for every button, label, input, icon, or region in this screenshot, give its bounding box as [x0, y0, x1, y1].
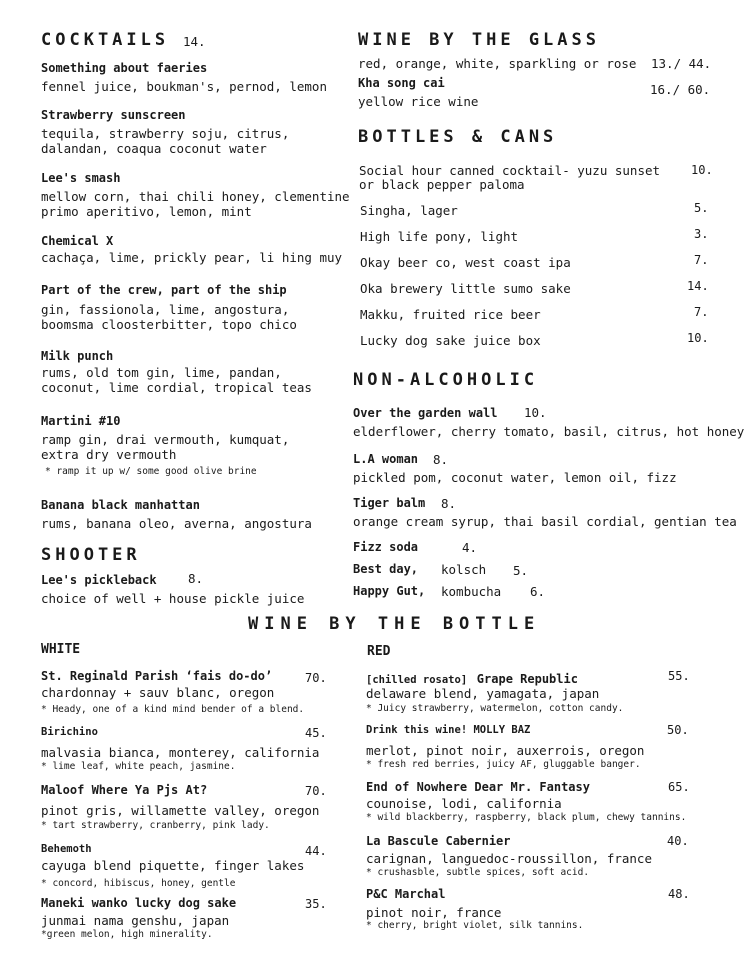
na-name: Happy Gut,	[353, 584, 426, 598]
red-wine-note: * wild blackberry, raspberry, black plum, chewy tannins.	[366, 812, 687, 823]
white-wine-desc: chardonnay + sauv blanc, oregon	[41, 685, 275, 700]
cocktail-desc: dalandan, coaqua coconut water	[41, 141, 267, 156]
red-wine-name: La Bascule Cabernier	[366, 834, 511, 848]
white-wine-desc: cayuga blend piquette, finger lakes	[41, 858, 305, 873]
bottles-item: Okay beer co, west coast ipa	[360, 255, 571, 270]
bottles-price: 3.	[694, 227, 709, 241]
red-wine-note: * crushasble, subtle spices, soft acid.	[366, 867, 590, 878]
na-price: 6.	[530, 584, 546, 599]
white-wine-desc: malvasia bianca, monterey, california	[41, 745, 320, 760]
na-desc: orange cream syrup, thai basil cordial, gentian tea	[353, 514, 737, 529]
white-wine-note: * lime leaf, white peach, jasmine.	[41, 761, 236, 772]
bottles-price: 14.	[687, 279, 709, 293]
white-wine-price: 45.	[305, 726, 327, 740]
red-wine-prefix: [chilled rosato]	[366, 674, 468, 686]
white-wine-price: 70.	[305, 671, 327, 685]
na-name: Over the garden wall	[353, 406, 498, 420]
bottles-item: Singha, lager	[360, 203, 458, 218]
cocktail-desc: mellow corn, thai chili honey, clementine	[41, 189, 350, 204]
cocktail-name: Milk punch	[41, 349, 114, 363]
cocktail-desc: extra dry vermouth	[41, 447, 177, 462]
bottles-item: Oka brewery little sumo sake	[360, 281, 571, 296]
cocktail-name: Lee's smash	[41, 171, 121, 185]
cocktail-desc: rums, banana oleo, averna, angostura	[41, 516, 312, 531]
wine-glass-item: red, orange, white, sparkling or rose	[358, 56, 637, 71]
white-wine-note: * Heady, one of a kind mind bender of a blend.	[41, 704, 305, 715]
bottles-price: 10.	[687, 331, 709, 345]
shooter-title: SHOOTER	[41, 545, 141, 565]
cocktail-desc: cachaça, lime, prickly pear, li hing muy	[41, 250, 343, 265]
red-wine-price: 40.	[667, 834, 689, 848]
red-wine-price: 65.	[668, 780, 690, 794]
bottles-item: Social hour canned cocktail- yuzu sunset	[359, 163, 661, 178]
red-wine-price: 50.	[667, 723, 689, 737]
cocktail-desc: tequila, strawberry soju, citrus,	[41, 126, 290, 141]
na-sub: kolsch	[441, 562, 487, 577]
white-wine-note: * tart strawberry, cranberry, pink lady.	[41, 820, 270, 831]
bottles-price: 7.	[694, 305, 709, 319]
bottles-price: 5.	[694, 201, 709, 215]
red-wine-desc: counoise, lodi, california	[366, 796, 562, 811]
bottles-price: 7.	[694, 253, 709, 267]
white-wine-desc: pinot gris, willamette valley, oregon	[41, 803, 320, 818]
cocktail-name: Part of the crew, part of the ship	[41, 283, 287, 297]
bottles-item: Makku, fruited rice beer	[360, 307, 541, 322]
cocktail-desc: rums, old tom gin, lime, pandan,	[41, 365, 282, 380]
red-wine-desc: carignan, languedoc-roussillon, france	[366, 851, 652, 866]
na-name: Tiger balm	[353, 496, 426, 510]
bottles-item: or black pepper paloma	[359, 177, 525, 192]
shooter-name: Lee's pickleback	[41, 573, 157, 587]
cocktail-name: Strawberry sunscreen	[41, 108, 186, 122]
white-wine-name: Maloof Where Ya Pjs At?	[41, 783, 208, 797]
red-wine-name: Grape Republic	[476, 672, 578, 686]
cocktail-desc: boomsma cloosterbitter, topo chico	[41, 317, 297, 332]
wine-bottle-title: WINE BY THE BOTTLE	[248, 614, 541, 634]
white-wine-price: 35.	[305, 897, 327, 911]
na-price: 10.	[524, 405, 547, 420]
na-desc: elderflower, cherry tomato, basil, citrus, hot honey	[353, 424, 745, 439]
red-wine-desc: delaware blend, yamagata, japan	[366, 686, 600, 701]
red-wine-desc: pinot noir, france	[366, 905, 502, 920]
na-price: 4.	[462, 540, 478, 555]
cocktails-price: 14.	[183, 34, 206, 49]
cocktail-desc: fennel juice, boukman's, pernod, lemon	[41, 79, 327, 94]
wine-glass-price: 13./ 44.	[651, 56, 712, 71]
white-wine-price: 44.	[305, 844, 327, 858]
na-name: Best day,	[353, 562, 419, 576]
white-wine-name: St. Reginald Parish ‘fais do-do’	[41, 669, 273, 683]
white-title: WHITE	[41, 642, 81, 657]
shooter-desc: choice of well + house pickle juice	[41, 591, 305, 606]
shooter-price: 8.	[188, 571, 204, 586]
wine-glass-item: Kha song cai	[358, 76, 445, 90]
red-wine-title-row	[366, 668, 578, 687]
red-wine-note: * Juicy strawberry, watermelon, cotton candy.	[366, 703, 624, 714]
cocktail-desc: coconut, lime cordial, tropical teas	[41, 380, 312, 395]
red-wine-note: * fresh red berries, juicy AF, gluggable banger.	[366, 759, 641, 770]
red-wine-price: 48.	[668, 887, 690, 901]
red-wine-desc: merlot, pinot noir, auxerrois, oregon	[366, 743, 645, 758]
white-wine-name: Maneki wanko lucky dog sake	[41, 896, 237, 910]
cocktail-note: * ramp it up w/ some good olive brine	[45, 466, 257, 477]
na-price: 8.	[441, 496, 457, 511]
white-wine-desc: junmai nama genshu, japan	[41, 913, 230, 928]
white-wine-name: Birichino	[41, 726, 98, 738]
wine-glass-price: 16./ 60.	[650, 82, 711, 97]
cocktail-desc: primo aperitivo, lemon, mint	[41, 204, 252, 219]
cocktail-desc: gin, fassionola, lime, angostura,	[41, 302, 290, 317]
cocktail-desc: ramp gin, drai vermouth, kumquat,	[41, 432, 290, 447]
na-desc: pickled pom, coconut water, lemon oil, fizz	[353, 470, 677, 485]
red-title: RED	[367, 644, 391, 659]
wine-glass-desc: yellow rice wine	[358, 94, 479, 109]
cocktail-name: Something about faeries	[41, 61, 208, 75]
red-wine-price: 55.	[668, 669, 690, 683]
non-alcoholic-title: NON-ALCOHOLIC	[353, 370, 539, 390]
white-wine-note: *green melon, high minerality.	[41, 929, 213, 940]
cocktail-name: Chemical X	[41, 234, 114, 248]
red-wine-name: End of Nowhere Dear Mr. Fantasy	[366, 780, 590, 794]
na-price: 8.	[433, 452, 449, 467]
cocktail-name: Martini #10	[41, 414, 121, 428]
red-wine-note: * cherry, bright violet, silk tannins.	[366, 920, 584, 931]
na-sub: kombucha	[441, 584, 502, 599]
white-wine-note: * concord, hibiscus, honey, gentle	[41, 878, 236, 889]
na-name: L.A woman	[353, 452, 419, 466]
bottles-item: Lucky dog sake juice box	[360, 333, 541, 348]
na-price: 5.	[513, 563, 529, 578]
red-wine-name: Drink this wine! MOLLY BAZ	[366, 724, 531, 736]
cocktails-title: COCKTAILS	[41, 30, 170, 50]
na-name: Fizz soda	[353, 540, 419, 554]
bottles-cans-title: BOTTLES & CANS	[358, 127, 558, 147]
wine-glass-title: WINE BY THE GLASS	[358, 30, 600, 50]
bottles-price: 10.	[691, 163, 713, 177]
red-wine-name: P&C Marchal	[366, 887, 446, 901]
cocktail-name: Banana black manhattan	[41, 498, 200, 512]
white-wine-price: 70.	[305, 784, 327, 798]
bottles-item: High life pony, light	[360, 229, 519, 244]
white-wine-name: Behemoth	[41, 843, 92, 855]
